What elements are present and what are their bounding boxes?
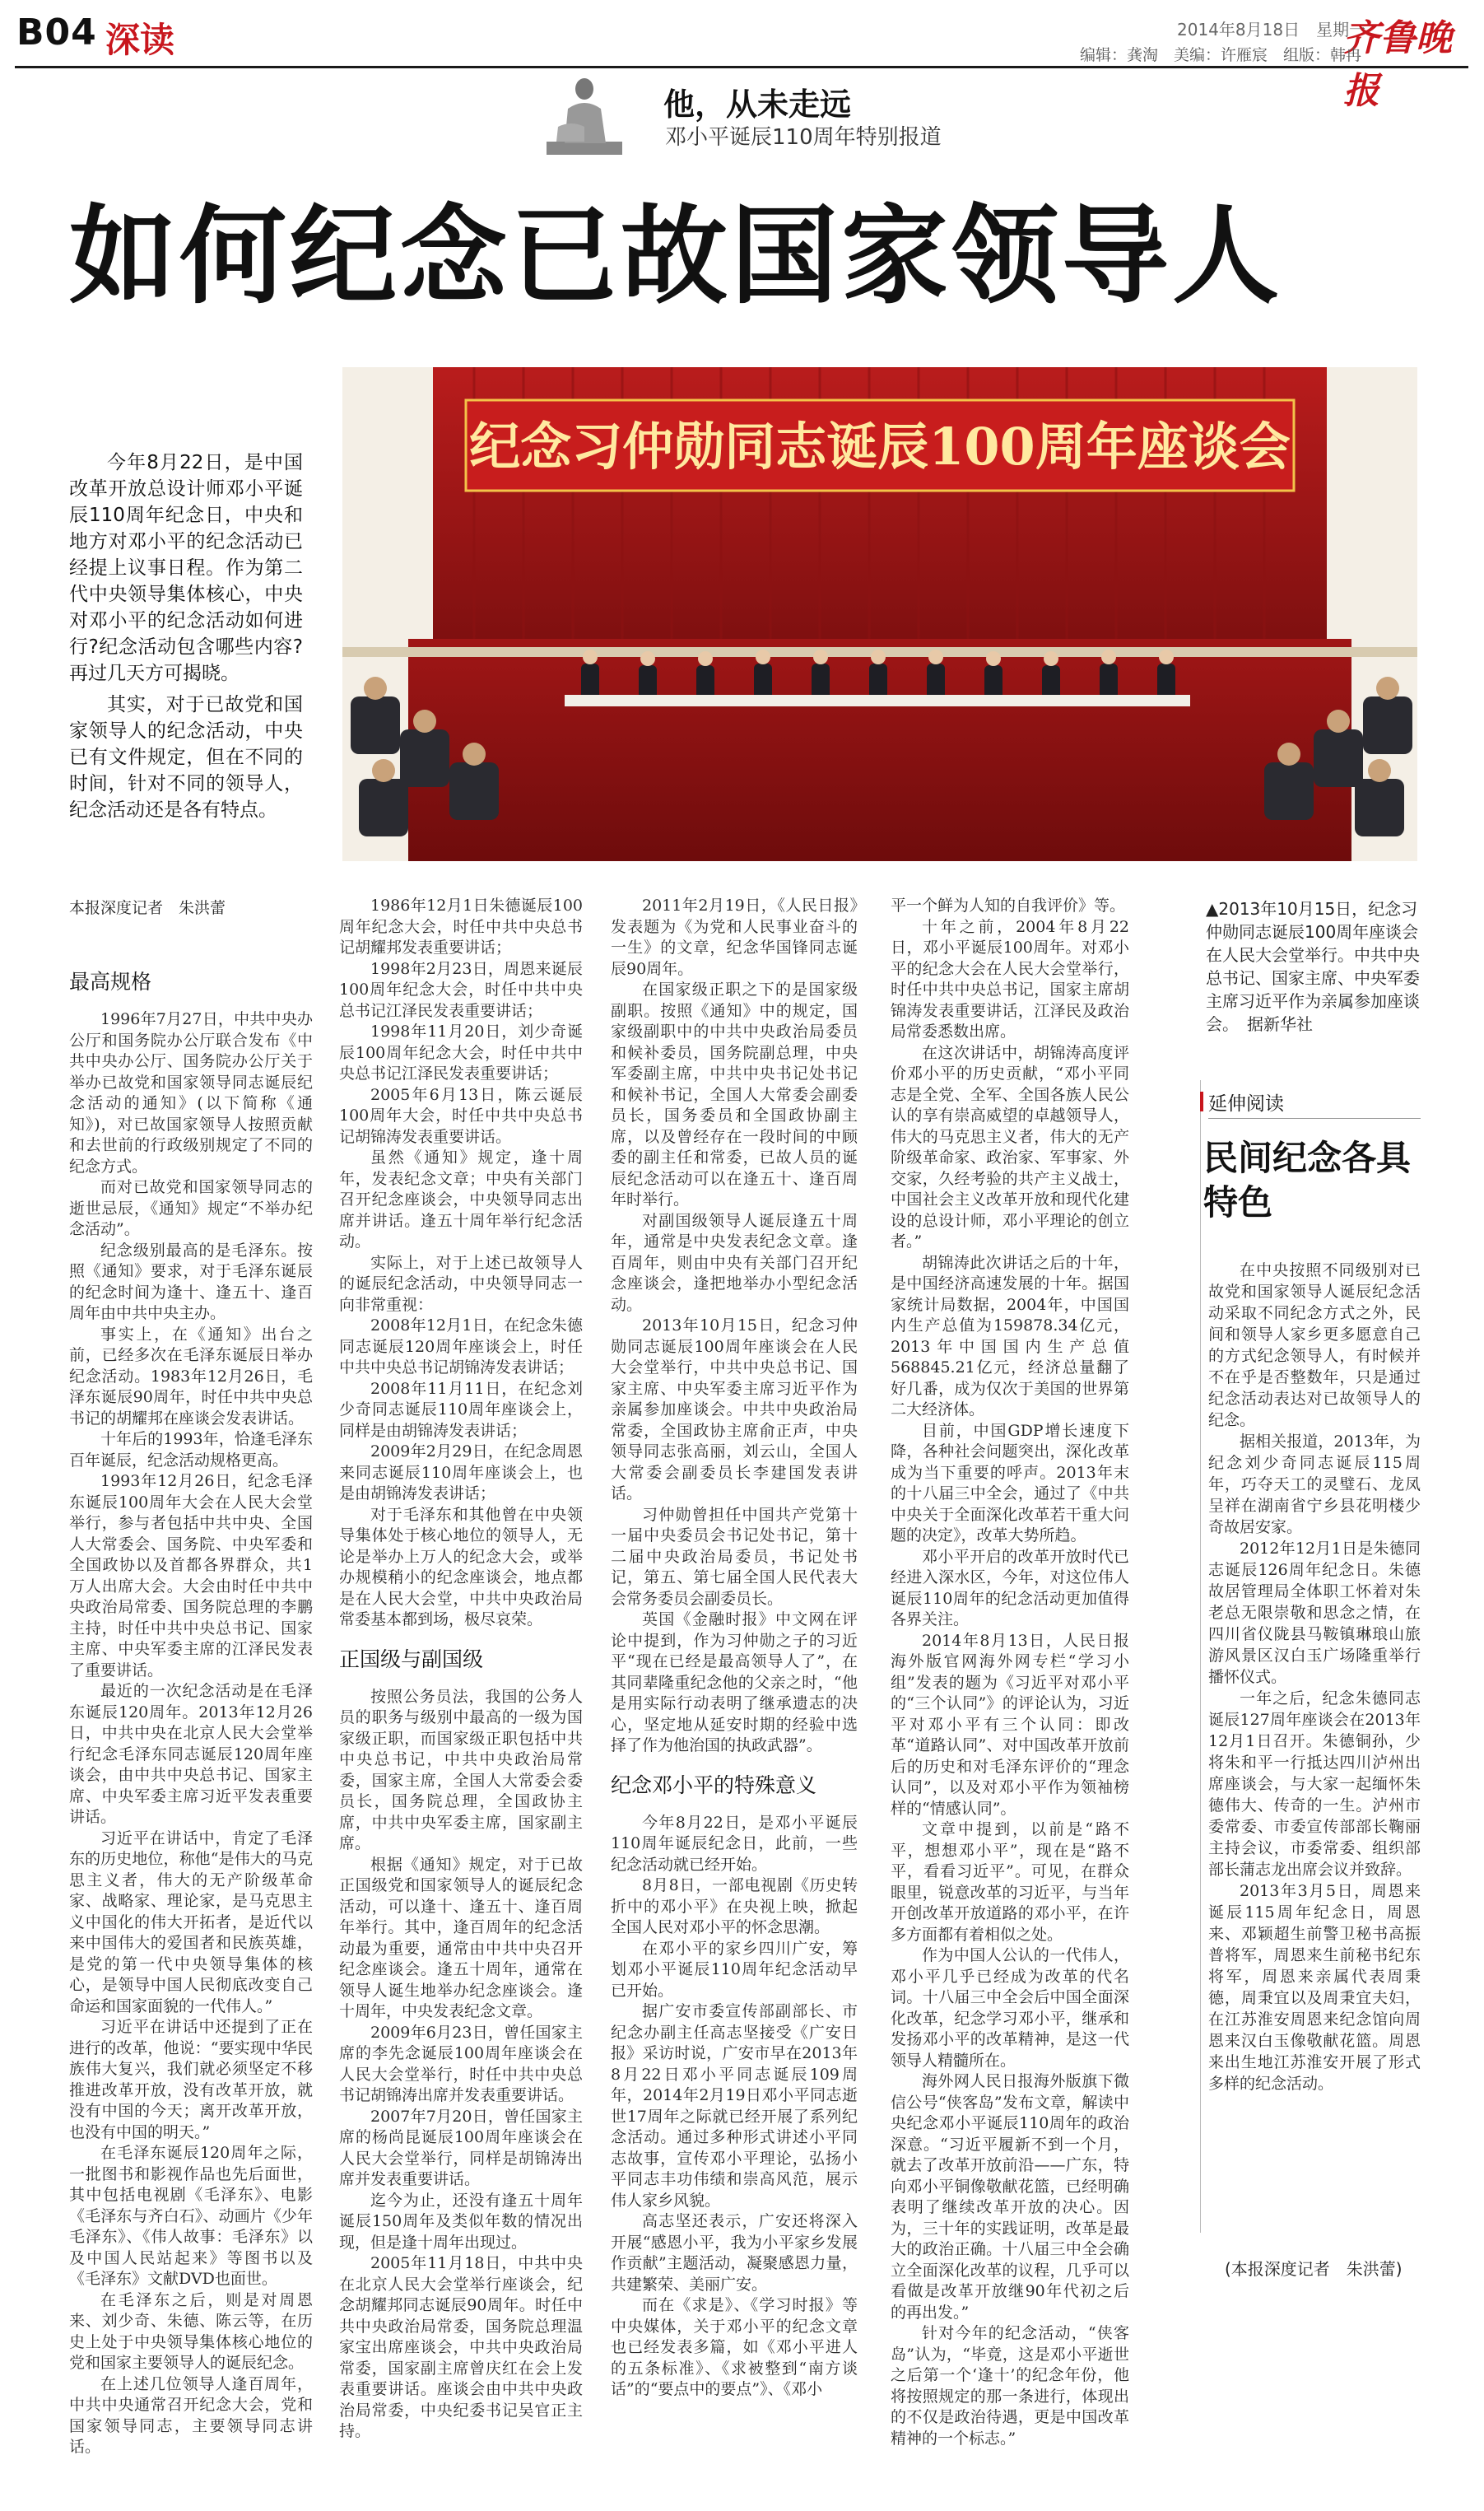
sidebar-title: 民间纪念各具特色 [1203, 1138, 1412, 1223]
sidebar-body [1208, 1260, 1421, 2094]
header-rule [15, 66, 1468, 68]
paragraph: 对于毛泽东和其他曾在中央领导集体处于核心地位的领导人，无论是举办上万人的纪念大会，或举办规模稍小的纪念座谈会，地点都是在人民大会堂，中共中央政治局常委基本都到场，极尽哀荣。 [339, 1505, 583, 1628]
paragraph: 事实上，在《通知》出台之前，已经多次在毛泽东诞辰日举办纪念活动。1983年12月26日，毛泽东诞辰90周年，时任中共中央总书记的胡耀邦在座谈会发表讲话。 [69, 1325, 313, 1428]
masthead-logo: 齐鲁晚报 [1343, 17, 1452, 112]
article-column-1 [69, 953, 313, 2458]
headline: 如何纪念已故国家领导人 [69, 193, 1283, 319]
intro-paragraph: 今年8月22日，是中国改革开放总设计师邓小平诞辰110周年纪念日，中央和地方对邓小平的纪念活动已经提上议事日程。作为第二代中央领导集体核心，中央对邓小平的纪念活动如何进行?纪念活动包含哪些内容?再过几天方可揭晓。 [69, 452, 303, 684]
paragraph: 平一个鲜为人知的自我评价》等。 [891, 897, 1126, 915]
photo-caption: ▲2013年10月15日，纪念习仲勋同志诞辰100周年座谈会在人民大会堂举行。中共中央总书记、国家主席、中央军委主席习近平作为亲属参加座谈会。 据新华社 [1206, 899, 1420, 1034]
paragraph: 1996年7月27日，中共中央办公厅和国务院办公厅联合发布《中共中央办公厅、国务院办公厅关于举办已故党和国家领导同志诞辰纪念活动的通知》(以下简称《通知》)，对已故国家领导人按照贡献和去世前的行政级别规定了不同的纪念方式。 [69, 1010, 313, 1176]
paragraph: 纪念级别最高的是毛泽东。按照《通知》要求，对于毛泽东诞辰的纪念时间为逢十、逢五十、逢百周年由中共中央主办。 [69, 1241, 313, 1322]
page-code: B04 [16, 12, 97, 54]
paragraph: 2008年12月1日，在纪念朱德同志诞辰120周年座谈会上，时任中共中央总书记胡锦涛发表讲话； [339, 1316, 583, 1377]
article-column-2 [339, 896, 583, 2443]
paragraph: 1998年11月20日，刘少奇诞辰100周年纪念大会，时任中共中央总书记江泽民发表重要讲话； [339, 1023, 583, 1083]
banner-title: 他，从未走远 [663, 86, 852, 123]
paragraph: 2013年3月5日，周恩来诞辰115周年纪念日，周恩来、邓颖超生前警卫秘书高振普将军，周恩来生前秘书纪东将军，周恩来亲属代表周秉德，周秉宜以及周秉宜夫妇，在江苏淮安周恩来纪念馆向周恩来汉白玉像敬献花篮。周恩来出生地江苏淮安开展了形式多样的纪念活动。 [1208, 1882, 1421, 2093]
paragraph: 而对已故党和国家领导同志的逝世忌辰，《通知》规定“不举办纪念活动”。 [69, 1178, 313, 1238]
paragraph: 在这次讲话中，胡锦涛高度评价邓小平的历史贡献，“邓小平同志是全党、全军、全国各族人民公认的享有崇高威望的卓越领导人，伟大的马克思主义者，伟大的无产阶级革命家、政治家、军事家、外交家，久经考验的共产主义战士，中国社会主义改革开放和现代化建设的总设计师，邓小平理论的创立者。” [891, 1043, 1129, 1251]
byline: 本报深度记者 朱洪蕾 [69, 899, 226, 917]
paragraph: 今年8月22日，是邓小平诞辰110周年诞辰纪念日，此前，一些纪念活动就已经开始。 [611, 1813, 858, 1874]
paragraph: 对副国级领导人诞辰逢五十周年，通常是中央发表纪念文章。逢百周年，则由中央有关部门召开纪念座谈会，逢把地举办小型纪念活动。 [611, 1211, 858, 1314]
paragraph: 2012年12月1日是朱德同志诞辰126周年纪念日。朱德故居管理局全体职工怀着对朱老总无限崇敬和思念之情，在四川省仪陇县马鞍镇琳琅山旅游风景区汉白玉广场隆重举行播怀仪式。 [1208, 1540, 1421, 1686]
paragraph: 目前，中国GDP增长速度下降，各种社会问题突出，深化改革成为当下重要的呼声。2013年末的十八届三中全会，通过了《中共中央关于全面深化改革若干重大问题的决定》，改革大势所趋。 [891, 1421, 1129, 1544]
paragraph: 作为中国人公认的一代伟人，邓小平几乎已经成为改革的代名词。十八届三中全会后中国全面深化改革，纪念学习邓小平，继承和发扬邓小平的改革精神，是这一代领导人精髓所在。 [891, 1946, 1129, 2070]
paragraph: 海外网人民日报海外版旗下微信公号“侠客岛”发布文章，解读中央纪念邓小平诞辰110周年的政治深意。“习近平履新不到一个月，就去了改革开放前沿——广东，特向邓小平铜像敬献花篮，已经明确表明了继续改革开放的决心。因为，三十年的实践证明，改革是最大的政治正确。十八届三中全会确立全面深化改革的议程，几乎可以看做是改革开放继90年代初之后的再出发。” [891, 2072, 1129, 2322]
paragraph: 8月8日，一部电视剧《历史转折中的邓小平》在央视上映，掀起全国人民对邓小平的怀念思潮。 [611, 1876, 858, 1936]
paragraph: 在国家级正职之下的是国家级副职。按照《通知》中的规定，国家级副职中的中共中央政治局委员和候补委员，国务院副总理，中央军委副主席，中共中央书记处书记和候补书记，全国人大常委会副委员长，国务委员和全国政协副主席，以及曾经存在一段时间的中顾委的副主任和常委，已故人员的诞辰纪念活动可以在逢五十、逢百周年时举行。 [611, 981, 858, 1209]
sidebar-credit: (本报深度记者 朱洪蕾) [1225, 2259, 1403, 2279]
section-tag: 深读 [105, 20, 175, 60]
intro-paragraph: 其实，对于已故党和国家领导人的纪念活动，中央已有文件规定，但在不同的时间，针对不同的领导人，纪念活动还是各有特点。 [69, 694, 303, 821]
paragraph: 胡锦涛此次讲话之后的十年，是中国经济高速发展的十年。据国家统计局数据，2004年，中国国内生产总值为159878.34亿元，2013年中国国内生产总值568845.21亿元，经济总量翻了好几番，成为仅次于美国的世界第二大经济体。 [891, 1253, 1129, 1419]
paragraph: 2007年7月20日，曾任国家主席的杨尚昆诞辰100周年座谈会在人民大会堂举行，同样是胡锦涛出席并发表重要讲话。 [339, 2107, 583, 2188]
paragraph: 在中央按照不同级别对已故党和国家领导人诞辰纪念活动采取不同纪念方式之外，民间和领导人家乡更多愿意自己的方式纪念领导人，有时候并不在乎是否整数年，只是通过纪念活动表达对已故领导人的纪念。 [1208, 1261, 1421, 1429]
paragraph: 2005年11月18日，中共中央在北京人民大会堂举行座谈会，纪念胡耀邦同志诞辰90周年。时任中共中央政治局常委，国务院总理温家宝出席座谈会，中共中央政治局常委，国家副主席曾庆红在会上发表重要讲话。座谈会由中共中央政治局常委，中央纪委书记吴官正主持。 [339, 2254, 583, 2440]
paragraph: 2013年10月15日，纪念习仲勋同志诞辰100周年座谈会在人民大会堂举行，中共中央总书记、国家主席、中央军委主席习近平作为亲属参加座谈会。中共中央政治局常委，全国政协主席俞正声，中央领导同志张高丽，刘云山，全国人大常委会副委员长李建国发表讲话。 [611, 1316, 858, 1502]
section-heading: 纪念邓小平的特殊意义 [611, 1773, 817, 1797]
section-heading: 最高规格 [69, 970, 152, 994]
paragraph: 按照公务员法，我国的公务人员的职务与级别中最高的一级为国家级正职，而国家级正职包括中共中央总书记，中共中央政治局常委，国家主席，全国人大常委会委员长，国务院总理，全国政协主席，中共中央军委主席，国家副主席。 [339, 1687, 583, 1852]
article-column-3 [611, 896, 858, 2401]
paragraph: 针对今年的纪念活动，“侠客岛”认为，“毕竟，这是邓小平逝世之后第一个‘逢十’的纪念年份，他将按照规定的那一条进行，体现出的不仅是政治待遇，更是中国改革精神的一个标志。” [891, 2324, 1129, 2448]
paragraph: 英国《金融时报》中文网在评论中提到，作为习仲勋之子的习近平“现在已经是最高领导人了”，在其同辈隆重纪念他的父亲之时，“他是用实际行动表明了继承遗志的决心，坚定地从延安时期的经验中选择了作为他治国的执政武器”。 [611, 1610, 858, 1754]
paragraph: 在毛泽东诞辰120周年之际，一批图书和影视作品也先后面世，其中包括电视剧《毛泽东》、电影《毛泽东与齐白石》、动画片《少年毛泽东》、《伟人故事：毛泽东》以及中国人民站起来》等图书以及《毛泽东》文献DVD也面世。 [69, 2144, 313, 2288]
meeting-hall-photo [342, 367, 1417, 861]
paragraph: 文章中提到，以前是“路不平，想想邓小平”，现在是“路不平，看看习近平”。可见，在群众眼里，锐意改革的习近平，与当年开创改革开放道路的邓小平，在许多方面都有着相似之处。 [891, 1820, 1129, 1944]
sidebar-label-marker [1200, 1092, 1203, 1111]
paragraph: 习近平在讲话中还提到了正在进行的改革，他说：“要实现中华民族伟大复兴，我们就必须坚定不移推进改革开放，没有改革开放，就没有中国的今天；离开改革开放，也没有中国的明天。” [69, 2018, 313, 2141]
paragraph: 据广安市委宣传部副部长、市纪念办副主任高志坚接受《广安日报》采访时说，广安市早在2013年8月22日邓小平同志诞辰109周年，2014年2月19日邓小平同志逝世17周年之际就已经开展了系列纪念活动。通过多种形式讲述小平同志故事，宣传邓小平理论，弘扬小平同志丰功伟绩和崇高风范，展示伟人家乡风貌。 [611, 2002, 858, 2210]
sidebar-rule [1208, 1118, 1421, 1119]
paragraph: 2009年2月29日，在纪念周恩来同志诞辰110周年座谈会上，也是由胡锦涛发表讲话； [339, 1442, 583, 1502]
paragraph: 在毛泽东之后，则是对周恩来、刘少奇、朱德、陈云等，在历史上处于中央领导集体核心地位的党和国家主要领导人的诞辰纪念。 [69, 2290, 313, 2372]
news-photo [342, 367, 1417, 861]
section-heading: 正国级与副国级 [339, 1647, 484, 1671]
paragraph: 2014年8月13日，人民日报海外版官网海外网专栏“学习小组”发表的题为《习近平对邓小平的“三个认同”》的评论认为，习近平对邓小平有三个认同：即改革“道路认同”、对中国改革开放前后的历史和对毛泽东评价的“理念认同”，以及对邓小平作为领袖榜样的“情感认同”。 [891, 1631, 1129, 1818]
paragraph: 习仲勋曾担任中国共产党第十一届中央委员会书记处书记，第十二届中央政治局委员，书记处书记，第五、第七届全国人民代表大会常务委员会副委员长。 [611, 1505, 858, 1608]
paragraph: 2005年6月13日，陈云诞辰100周年大会，时任中共中央总书记胡锦涛发表重要讲话。 [339, 1085, 583, 1146]
paragraph: 2009年6月23日，曾任国家主席的李先念诞辰100周年座谈会在人民大会堂举行，时任中共中央总书记胡锦涛出席并发表重要讲话。 [339, 2023, 583, 2104]
sidebar-label: 延伸阅读 [1208, 1093, 1284, 1115]
banner-subtitle: 邓小平诞辰110周年特别报道 [665, 125, 942, 150]
editors-line: 编辑：龚淘 美编：许雁宸 组版：韩冉 [1080, 46, 1362, 64]
paragraph: 一年之后，纪念朱德同志诞辰127周年座谈会在2013年12月1日召开。朱德铜孙，少将朱和平一行抵达四川泸州出席座谈会，与大家一起缅怀朱德伟大、传奇的一生。泸州市委常委、市委宣传部部长鞠丽主持会议，市委常委、组织部部长蒲志龙出席会议并致辞。 [1208, 1689, 1421, 1879]
paragraph: 据相关报道，2013年，为纪念刘少奇同志诞辰115周年，巧夺天工的灵璧石、龙凤呈祥在湖南省宁乡县花明楼少奇故居安家。 [1208, 1433, 1421, 1536]
issue-date: 2014年8月18日 星期一 [1177, 20, 1366, 40]
paragraph: 十年后的1993年，恰逢毛泽东百年诞辰，纪念活动规格更高。 [69, 1430, 313, 1470]
paragraph: 1993年12月26日，纪念毛泽东诞辰100周年大会在人民大会堂举行，参与者包括中共中央、全国人大常委会、国务院、中央军委和全国政协以及首都各界群众，共1万人出席大会。大会由时任中共中央政治局常委、国务院总理的李鹏主持，时任中共中央总书记、国家主席、中央军委主席的江泽民发表了重要讲话。 [69, 1472, 313, 1679]
paragraph: 迄今为止，还没有逢五十周年诞辰150周年及类似年数的情况出现，但是逢十周年出现过。 [339, 2191, 583, 2252]
photo-banner-text: 纪念习仲勋同志诞辰100周年座谈会 [469, 417, 1291, 477]
article-column-4 [891, 896, 1129, 2449]
paragraph: 最近的一次纪念活动是在毛泽东诞辰120周年。2013年12月26日，中共中央在北京人民大会堂举行纪念毛泽东同志诞辰120周年座谈会，由中共中央总书记、国家主席、中央军委主席习近平发表重要讲话。 [69, 1682, 313, 1826]
paragraph: 邓小平开启的改革开放时代已经进入深水区，今年，对这位伟人诞辰110周年的纪念活动更加值得各界关注。 [891, 1547, 1129, 1628]
paragraph: 实际上，对于上述已故领导人的诞辰纪念活动，中央领导同志一向非常重视： [339, 1253, 583, 1314]
paragraph: 习近平在讲话中，肯定了毛泽东的历史地位，称他“是伟大的马克思主义者，伟大的无产阶级革命家、战略家、理论家，是马克思主义中国化的伟大开拓者，是近代以来中国伟大的爱国者和民族英雄，是党的第一代中央领导集体的核心，是领导中国人民彻底改变自己命运和国家面貌的一代伟人。” [69, 1829, 313, 2015]
intro-text [69, 450, 303, 828]
paragraph: 十年之前，2004年8月22日，邓小平诞辰100周年。对邓小平的纪念大会在人民大会堂举行，时任中共中央总书记，国家主席胡锦涛发表重要讲话，江泽民及政治局常委悉数出席。 [891, 917, 1129, 1041]
paragraph: 1998年2月23日，周恩来诞辰100周年纪念大会，时任中共中央总书记江泽民发表重要讲话； [339, 959, 583, 1020]
paragraph: 2008年11月11日，在纪念刘少奇同志诞辰110周年座谈会上，同样是由胡锦涛发表讲话； [339, 1379, 583, 1440]
paragraph: 2011年2月19日，《人民日报》发表题为《为党和人民事业奋斗的一生》的文章，纪念华国锋同志诞辰90周年。 [611, 897, 858, 978]
paragraph: 而在《求是》、《学习时报》等中央媒体，关于邓小平的纪念文章也已经发表多篇，如《邓小平进人的五条标准》、《求被整到“南方谈话”的“要点中的要点”》、《邓小 [611, 2296, 858, 2398]
paragraph: 1986年12月1日朱德诞辰100周年纪念大会，时任中共中央总书记胡耀邦发表重要讲话； [339, 897, 583, 957]
paragraph: 根据《通知》规定，对于已故正国级党和国家领导人的诞辰纪念活动，可以逢十、逢五十、逢百周年举行。其中，逢百周年的纪念活动最为重要，通常由中共中央召开纪念座谈会。逢五十周年，通常在领导人诞生地举办纪念座谈会。逢十周年，中央发表纪念文章。 [339, 1855, 583, 2020]
seated-statue-icon [547, 76, 622, 155]
paragraph: 高志坚还表示，广安还将深入开展“感恩小平，我为小平家乡发展作贡献”主题活动，凝聚感恩力量，共建繁荣、美丽广安。 [611, 2212, 858, 2294]
paragraph: 虽然《通知》规定，逢十周年，发表纪念文章；中央有关部门召开纪念座谈会，中央领导同志出席并讲话。逢五十周年举行纪念活动。 [339, 1148, 583, 1251]
paragraph: 在邓小平的家乡四川广安，筹划邓小平诞辰110周年纪念活动早已开始。 [611, 1939, 858, 2000]
paragraph: 在上述几位领导人逢百周年，中共中央通常召开纪念大会，党和国家领导同志，主要领导同志讲话。 [69, 2374, 313, 2456]
